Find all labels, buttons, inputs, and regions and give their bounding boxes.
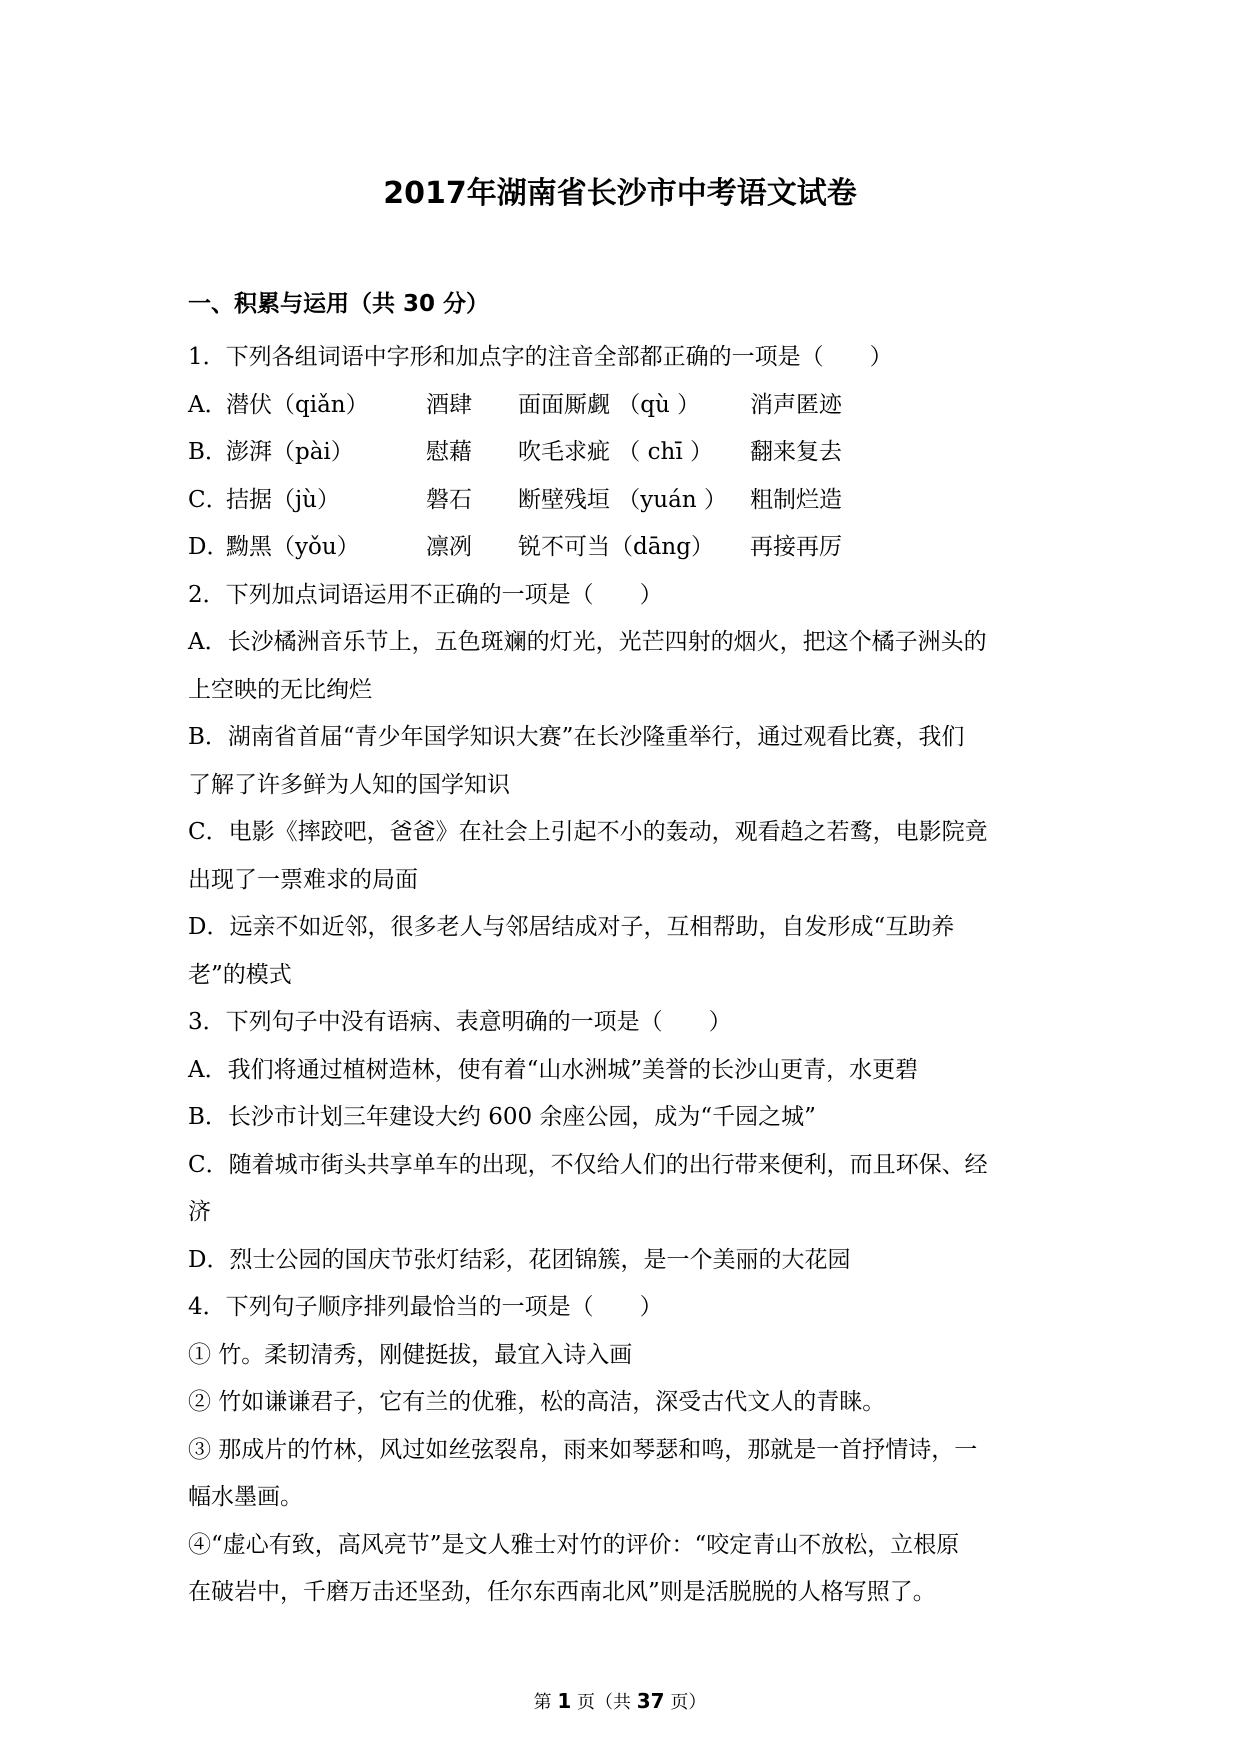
question-2-option-c-line-1: C．电影《摔跤吧，爸爸》在社会上引起不小的轰动，观看趋之若鹜，电影院竟 — [188, 819, 988, 845]
option-label: A． — [188, 391, 228, 418]
question-2-option-d-line-2: 老”的模式 — [188, 961, 292, 988]
option-word-2: 酒肆 — [426, 391, 472, 418]
option-word-2: 慰藉 — [426, 439, 472, 465]
question-1-stem: 1．下列各组词语中字形和加点字的注音全部都正确的一项是（ ） — [188, 344, 893, 370]
option-label: D． — [188, 534, 230, 560]
question-3-option-d: D．烈士公园的国庆节张灯结彩，花团锦簇，是一个美丽的大花园 — [188, 1246, 851, 1273]
question-3-stem: 3．下列句子中没有语病、表意明确的一项是（ ） — [188, 1009, 732, 1035]
question-4-sentence-3-line-1: ③ 那成片的竹林，风过如丝弦裂帛，雨来如琴瑟和鸣，那就是一首抒情诗，一 — [188, 1436, 978, 1463]
option-label: B． — [188, 439, 228, 465]
option-word-4: 翻来复去 — [750, 439, 842, 465]
question-4-sentence-4-line-1: ④“虚心有致，高风亮节”是文人雅士对竹的评价：“咬定青山不放松，立根原 — [188, 1531, 960, 1558]
question-4-sentence-4-line-2: 在破岩中，千磨万击还坚劲，任尔东西南北风”则是活脱脱的人格写照了。 — [188, 1579, 936, 1605]
question-3-option-a: A．我们将通过植树造林，使有着“山水洲城”美誉的长沙山更青，水更碧 — [188, 1056, 919, 1083]
footer-middle: 页（共 — [577, 1692, 632, 1713]
exam-content — [188, 288, 1058, 1617]
question-3-option-c-line-1: C．随着城市街头共享单车的出现，不仅给人们的出行带来便利，而且环保、经 — [188, 1151, 988, 1178]
option-word-3: 面面厮觑 （qù ） — [518, 391, 701, 418]
question-1-option-d — [188, 524, 1058, 572]
question-2-option-a-line-1: A．长沙橘洲音乐节上，五色斑斓的灯光，光芒四射的烟火，把这个橘子洲头的 — [188, 629, 987, 655]
option-word-3: 锐不可当（dāng） — [518, 534, 714, 560]
question-2-stem: 2．下列加点词语运用不正确的一项是（ ） — [188, 581, 663, 608]
question-2-option-c-line-2: 出现了一票难求的局面 — [188, 866, 418, 893]
option-word-2: 磐石 — [426, 486, 472, 513]
question-2-option-b-line-2: 了解了许多鲜为人知的国学知识 — [188, 771, 510, 798]
option-word-1: 拮据（jù） — [226, 486, 340, 513]
question-2-option-d-line-1: D．远亲不如近邻，很多老人与邻居结成对子，互相帮助，自发形成“互助养 — [188, 914, 955, 940]
option-label: C． — [188, 486, 229, 513]
question-4-sentence-3-line-2: 幅水墨画。 — [188, 1484, 303, 1510]
option-word-2: 凛冽 — [426, 534, 472, 560]
question-3-option-b: B．长沙市计划三年建设大约 600 余座公园，成为“千园之城” — [188, 1104, 816, 1130]
option-word-4: 消声匿迹 — [750, 391, 842, 418]
footer-suffix: 页） — [670, 1692, 707, 1713]
option-word-3: 吹毛求疵 （ chī ） — [518, 439, 713, 465]
footer-prefix: 第 — [533, 1692, 552, 1713]
option-word-1: 潜伏（qiǎn） — [226, 391, 369, 418]
question-4-sentence-2: ② 竹如谦谦君子，它有兰的优雅，松的高洁，深受古代文人的青睐。 — [188, 1389, 886, 1415]
question-1-option-c — [188, 477, 1058, 525]
question-2-option-b-line-1: B．湖南省首届“青少年国学知识大赛”在长沙隆重举行，通过观看比赛，我们 — [188, 724, 965, 750]
question-3-option-c-line-2: 济 — [188, 1199, 211, 1225]
footer-page-number: 1 — [557, 1689, 572, 1713]
question-1-option-b — [188, 429, 1058, 477]
option-word-1: 澎湃（pài） — [226, 439, 354, 465]
section-heading: 一、积累与运用（共 30 分） — [188, 291, 490, 317]
question-1-option-a — [188, 382, 1058, 430]
question-4-stem: 4．下列句子顺序排列最恰当的一项是（ ） — [188, 1294, 663, 1320]
option-word-1: 黝黑（yǒu） — [226, 534, 360, 560]
option-word-3: 断壁残垣 （yuán ） — [518, 486, 727, 513]
footer-total-pages: 37 — [636, 1689, 665, 1713]
page-title: 2017年湖南省长沙市中考语文试卷 — [383, 176, 857, 211]
question-4-sentence-1: ① 竹。柔韧清秀，刚健挺拔，最宜入诗入画 — [188, 1341, 633, 1368]
option-word-4: 再接再厉 — [750, 534, 842, 560]
question-2-option-a-line-2: 上空映的无比绚烂 — [188, 676, 372, 703]
page-footer — [0, 1688, 1240, 1716]
option-word-4: 粗制烂造 — [750, 486, 842, 513]
